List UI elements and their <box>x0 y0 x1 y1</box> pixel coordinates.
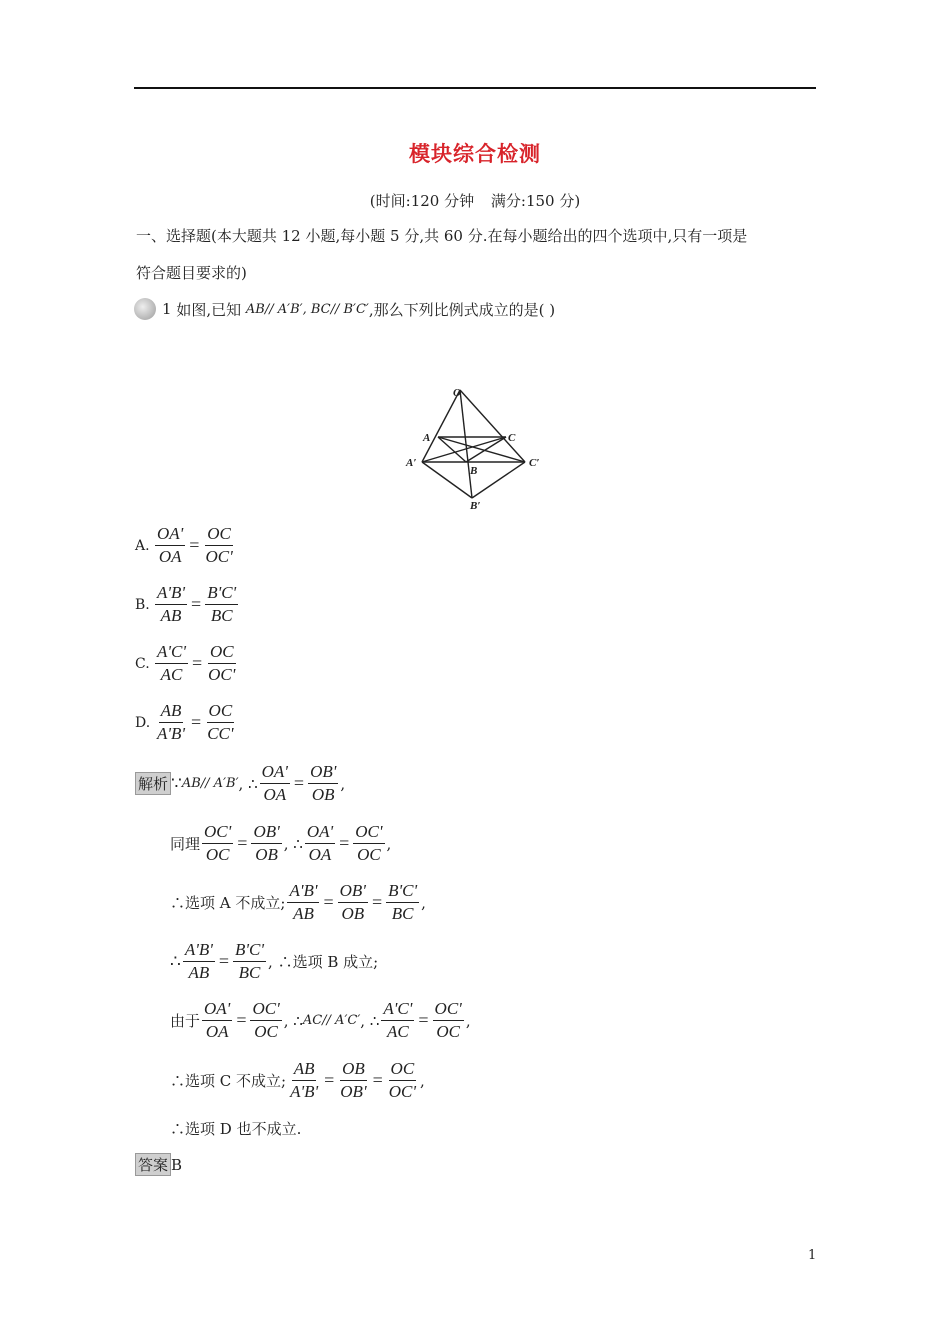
numerator: OC' <box>202 822 233 844</box>
answer-line <box>135 1153 182 1176</box>
equals-sign: = <box>218 951 230 971</box>
question-number: 1 <box>162 300 172 318</box>
numerator: OA' <box>155 524 185 546</box>
denominator: OC <box>205 845 230 864</box>
numerator: A'B' <box>183 940 215 962</box>
therefore-symbol: , ∴ <box>283 1011 303 1030</box>
equals-sign: = <box>237 833 248 853</box>
fraction <box>203 524 234 567</box>
fraction <box>308 762 338 805</box>
solution-line-6 <box>170 1059 425 1102</box>
option-label: D. <box>135 714 151 731</box>
numerator: OC <box>208 642 236 664</box>
point-label-A: A <box>423 432 431 444</box>
solution-text: ∴选项 A 不成立; <box>170 894 286 912</box>
numerator: OA' <box>260 762 290 784</box>
point-label-B: B <box>470 465 478 477</box>
question-text-post: ,那么下列比例式成立的是( ) <box>368 300 556 319</box>
numerator: B'C' <box>233 940 266 962</box>
numerator: OC' <box>433 999 464 1021</box>
solution-text: , ∴选项 B 成立; <box>268 953 379 971</box>
punctuation: , <box>421 893 426 912</box>
fraction <box>288 1059 320 1102</box>
solution-line-4 <box>170 940 378 983</box>
fraction <box>305 822 335 865</box>
section-heading-line1: 一、选择题(本大题共 12 小题,每小题 5 分,共 60 分.在每小题给出的四个选项中,只有一项是 <box>136 227 748 245</box>
denominator: CC' <box>207 724 234 743</box>
denominator: AB <box>160 606 182 625</box>
numerator: B'C' <box>386 881 419 903</box>
numerator: OC <box>205 524 233 546</box>
question-bullet-icon <box>134 298 156 320</box>
fraction <box>338 881 368 924</box>
punctuation: , <box>420 1071 425 1090</box>
equals-sign: = <box>418 1010 429 1030</box>
fraction <box>233 940 266 983</box>
punctuation: , <box>386 834 392 853</box>
point-label-O: O <box>453 387 461 399</box>
fraction <box>251 822 281 865</box>
solution-text: ∴选项 D 也不成立. <box>170 1120 302 1138</box>
point-label-C-prime: C′ <box>529 457 540 469</box>
denominator: A'B' <box>290 1082 319 1101</box>
option-a <box>135 524 237 567</box>
fraction <box>260 762 290 805</box>
denominator: OB <box>311 785 335 804</box>
option-label: A. <box>135 537 150 554</box>
option-label: C. <box>135 655 150 672</box>
numerator: OC' <box>250 999 281 1021</box>
solution-line-1 <box>135 762 345 805</box>
question-condition: AB// A′B′, BC// B′C′ <box>245 301 369 317</box>
denominator: BC <box>238 963 261 982</box>
solution-text: ∴选项 C 不成立; <box>170 1072 287 1090</box>
denominator: OB <box>341 904 365 923</box>
denominator: AB <box>188 963 210 982</box>
denominator: OC' <box>208 665 236 684</box>
solution-line-2 <box>170 822 391 865</box>
fraction <box>206 642 237 685</box>
punctuation: , <box>340 774 346 793</box>
numerator: OC <box>389 1059 417 1081</box>
denominator: AC <box>387 1022 409 1041</box>
point-label-A-prime: A′ <box>406 457 417 469</box>
equals-sign: = <box>191 712 202 732</box>
denominator: A'B' <box>157 724 186 743</box>
option-d <box>135 701 238 744</box>
denominator: OC' <box>205 547 233 566</box>
numerator: OA' <box>305 822 335 844</box>
numerator: AB <box>159 701 184 723</box>
point-label-C: C <box>508 432 516 444</box>
page-title: 模块综合检测 <box>409 141 541 166</box>
numerator: B'C' <box>205 583 238 605</box>
equals-sign: = <box>293 773 305 793</box>
equals-sign: = <box>371 892 383 912</box>
denominator: AC <box>160 665 183 684</box>
denominator: OC' <box>388 1082 416 1101</box>
denominator: OC <box>254 1022 278 1041</box>
numerator: A'C' <box>155 642 188 664</box>
numerator: OB' <box>251 822 281 844</box>
answer-tag: 答案 <box>135 1153 171 1176</box>
condition-text: AC// A′C′ <box>302 1013 361 1028</box>
numerator: OC <box>207 701 235 723</box>
therefore-symbol: ∴ <box>170 951 181 972</box>
option-c <box>135 642 239 685</box>
fraction <box>155 524 185 567</box>
equals-sign: = <box>192 653 203 673</box>
geometry-figure <box>400 380 550 515</box>
denominator: OC <box>436 1022 460 1041</box>
numerator: OB' <box>308 762 338 784</box>
point-label-B-prime: B′ <box>470 500 481 512</box>
fraction <box>433 999 464 1042</box>
solution-line-5 <box>170 999 471 1042</box>
numerator: A'C' <box>381 999 414 1021</box>
because-symbol: ∵ <box>171 773 182 794</box>
denominator: OB <box>255 845 278 864</box>
top-rule <box>134 87 816 89</box>
equals-sign: = <box>372 1070 383 1090</box>
fraction <box>338 1059 368 1102</box>
denominator: OA <box>308 845 332 864</box>
denominator: OA <box>158 547 182 566</box>
exam-info <box>0 190 950 211</box>
fraction <box>381 999 414 1042</box>
therefore-symbol: , ∴ <box>360 1011 380 1030</box>
option-label: B. <box>135 596 150 613</box>
solution-text: 由于 <box>170 1012 201 1030</box>
solution-line-3 <box>170 881 426 924</box>
fraction <box>155 701 187 744</box>
equals-sign: = <box>189 535 200 555</box>
fraction <box>386 881 419 924</box>
numerator: AB <box>292 1059 317 1081</box>
full-score: 满分:150 分) <box>490 192 581 210</box>
fraction <box>250 999 281 1042</box>
equals-sign: = <box>191 594 202 614</box>
denominator: OA <box>205 1022 229 1041</box>
option-b <box>135 583 240 626</box>
fraction <box>205 583 238 626</box>
page-number: 1 <box>808 1248 817 1263</box>
numerator: A'B' <box>287 881 319 903</box>
denominator: OB' <box>340 1082 367 1101</box>
therefore-symbol: , ∴ <box>283 834 303 853</box>
section-heading-line2: 符合题目要求的) <box>136 264 247 282</box>
denominator: BC <box>210 606 233 625</box>
fraction <box>202 822 233 865</box>
numerator: OA' <box>202 999 232 1021</box>
solution-tag: 解析 <box>135 772 171 795</box>
fraction <box>205 701 235 744</box>
question-text-pre: 如图,已知 <box>176 300 242 319</box>
numerator: OB <box>340 1059 367 1081</box>
equals-sign: = <box>323 892 334 912</box>
solution-text: 同理 <box>170 835 201 853</box>
denominator: AB <box>293 904 314 923</box>
fraction <box>387 1059 418 1102</box>
numerator: A'B' <box>155 583 187 605</box>
question-1 <box>134 298 555 320</box>
fraction <box>353 822 384 865</box>
solution-line-7 <box>170 1118 301 1139</box>
numerator: OB' <box>338 881 368 903</box>
punctuation: , <box>465 1011 471 1030</box>
condition-text: AB// A′B′ <box>181 776 239 791</box>
fraction <box>202 999 232 1042</box>
denominator: OA <box>263 785 287 804</box>
fraction <box>287 881 319 924</box>
equals-sign: = <box>324 1070 335 1090</box>
equals-sign: = <box>236 1010 247 1030</box>
equals-sign: = <box>339 833 350 853</box>
numerator: OC' <box>353 822 384 844</box>
fraction <box>155 642 188 685</box>
therefore-symbol: , ∴ <box>238 774 258 793</box>
denominator: BC <box>391 904 414 923</box>
answer-value: B <box>171 1155 183 1174</box>
fraction <box>155 583 187 626</box>
denominator: OC <box>357 845 381 864</box>
fraction <box>183 940 215 983</box>
time-limit: (时间:120 分钟 <box>369 192 475 210</box>
